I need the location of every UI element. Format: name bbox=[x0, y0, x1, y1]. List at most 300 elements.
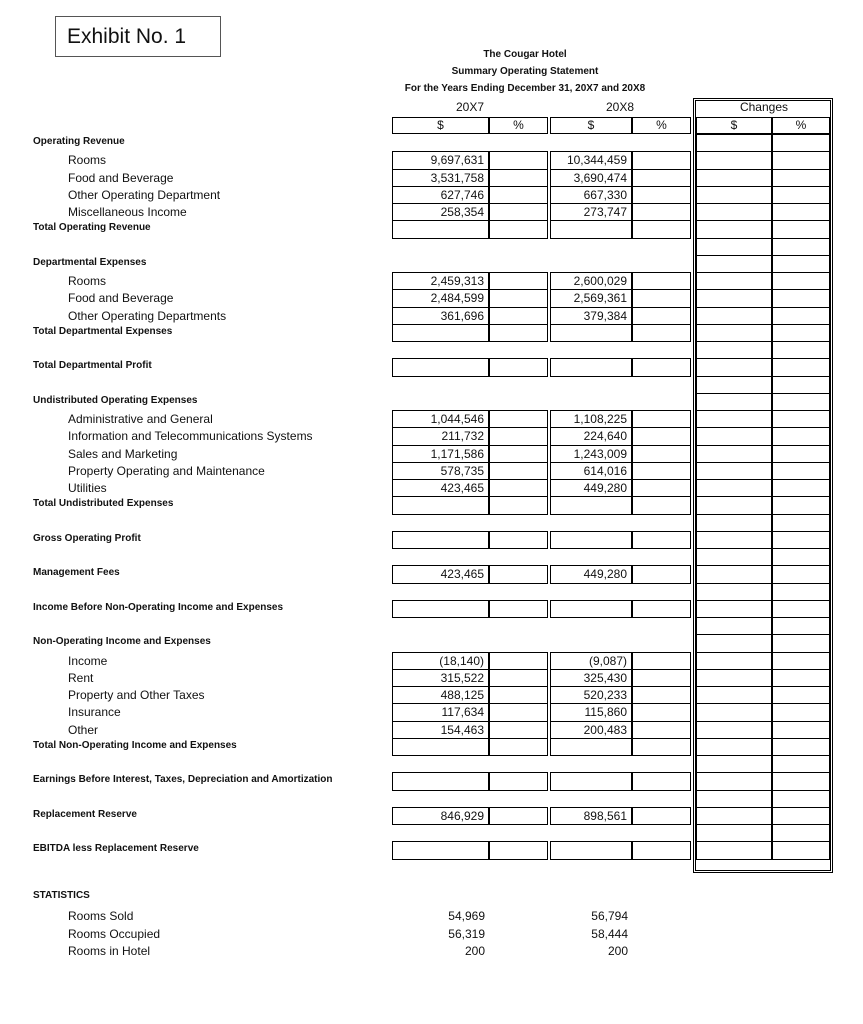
change-percent-cell bbox=[772, 824, 830, 842]
year2-dollar-cell: 2,600,029 bbox=[550, 272, 632, 290]
year2-dollar-cell bbox=[550, 134, 632, 152]
year2-dollar-cell bbox=[550, 790, 632, 808]
year1-percent-header: % bbox=[489, 117, 548, 134]
year1-percent-cell bbox=[489, 427, 548, 445]
change-percent-cell bbox=[772, 479, 830, 497]
year1-percent-cell bbox=[489, 272, 548, 290]
change-dollar-cell bbox=[696, 341, 772, 359]
year2-dollar-cell bbox=[550, 393, 632, 411]
year1-percent-cell bbox=[489, 652, 548, 670]
year1-dollar-cell: 2,459,313 bbox=[392, 272, 489, 290]
change-percent-cell bbox=[772, 841, 830, 859]
year1-dollar-cell: (18,140) bbox=[392, 652, 489, 670]
change-percent-cell bbox=[772, 496, 830, 514]
year2-percent-cell bbox=[632, 772, 691, 790]
year1-percent-cell bbox=[489, 496, 548, 514]
year1-percent-cell bbox=[489, 772, 548, 790]
total-label: Total Operating Revenue bbox=[33, 222, 151, 234]
year1-dollar-cell: 154,463 bbox=[392, 721, 489, 739]
year2-dollar-cell bbox=[550, 341, 632, 359]
year1-dollar-cell: 1,171,586 bbox=[392, 445, 489, 463]
change-percent-cell bbox=[772, 324, 830, 342]
statistic-label: Rooms in Hotel bbox=[68, 944, 151, 958]
year2-dollar-header: $ bbox=[550, 117, 632, 134]
line-item-label: Insurance bbox=[68, 705, 121, 720]
change-percent-header: % bbox=[772, 117, 830, 134]
year2-dollar-cell: 115,860 bbox=[550, 703, 632, 721]
change-dollar-cell bbox=[696, 358, 772, 376]
year1-percent-cell bbox=[489, 289, 548, 307]
section-heading: Non-Operating Income and Expenses bbox=[33, 636, 211, 648]
year1-dollar-cell bbox=[392, 824, 489, 842]
year1-dollar-cell: 846,929 bbox=[392, 807, 489, 825]
change-percent-cell bbox=[772, 307, 830, 325]
change-dollar-cell bbox=[696, 255, 772, 273]
statistic-year1-value: 54,969 bbox=[448, 909, 485, 923]
line-item-label: Rooms bbox=[68, 153, 107, 168]
total-label: Total Departmental Profit bbox=[33, 360, 152, 372]
year1-percent-cell bbox=[489, 686, 548, 704]
change-dollar-cell bbox=[696, 772, 772, 790]
year2-percent-cell bbox=[632, 272, 691, 290]
total-label: Gross Operating Profit bbox=[33, 532, 141, 544]
year1-dollar-cell bbox=[392, 755, 489, 773]
exhibit-title: Exhibit No. 1 bbox=[55, 16, 221, 57]
year2-dollar-cell bbox=[550, 358, 632, 376]
section-heading: Operating Revenue bbox=[33, 136, 125, 147]
year2-dollar-cell: 520,233 bbox=[550, 686, 632, 704]
change-dollar-cell bbox=[696, 583, 772, 601]
year2-percent-cell bbox=[632, 410, 691, 428]
year2-percent-cell bbox=[632, 496, 691, 514]
year2-dollar-cell bbox=[550, 583, 632, 601]
year2-dollar-cell bbox=[550, 548, 632, 566]
total-label: Income Before Non-Operating Income and Expenses bbox=[33, 601, 284, 613]
change-percent-cell bbox=[772, 393, 830, 411]
change-percent-cell bbox=[772, 134, 830, 152]
change-dollar-cell bbox=[696, 600, 772, 618]
year2-percent-cell bbox=[632, 341, 691, 359]
line-item-label: Property Operating and Maintenance bbox=[68, 463, 265, 478]
year2-dollar-cell: 1,108,225 bbox=[550, 410, 632, 428]
year2-dollar-cell: 200,483 bbox=[550, 721, 632, 739]
change-percent-cell bbox=[772, 445, 830, 463]
year1-dollar-cell bbox=[392, 634, 489, 652]
year2-percent-header: % bbox=[632, 117, 691, 134]
year1-percent-cell bbox=[489, 669, 548, 687]
year1-dollar-cell: 9,697,631 bbox=[392, 151, 489, 169]
year2-percent-cell bbox=[632, 307, 691, 325]
change-percent-cell bbox=[772, 772, 830, 790]
statistic-year1-value: 200 bbox=[464, 944, 485, 958]
line-item-label: Food and Beverage bbox=[68, 170, 174, 185]
year1-percent-cell bbox=[489, 634, 548, 652]
change-dollar-cell bbox=[696, 565, 772, 583]
change-percent-cell bbox=[772, 272, 830, 290]
year1-dollar-cell bbox=[392, 548, 489, 566]
year1-percent-cell bbox=[489, 358, 548, 376]
year1-percent-cell bbox=[489, 617, 548, 635]
year1-dollar-cell: 423,465 bbox=[392, 565, 489, 583]
year2-percent-cell bbox=[632, 151, 691, 169]
change-dollar-cell bbox=[696, 151, 772, 169]
change-percent-cell bbox=[772, 686, 830, 704]
year1-percent-cell bbox=[489, 531, 548, 549]
year2-dollar-cell bbox=[550, 755, 632, 773]
change-percent-cell bbox=[772, 255, 830, 273]
year2-percent-cell bbox=[632, 790, 691, 808]
change-dollar-cell bbox=[696, 289, 772, 307]
total-label: Total Undistributed Expenses bbox=[33, 498, 174, 510]
section-heading: Departmental Expenses bbox=[33, 256, 147, 268]
change-dollar-cell bbox=[696, 220, 772, 238]
statistic-label: Rooms Sold bbox=[68, 909, 134, 923]
change-percent-cell bbox=[772, 410, 830, 428]
change-percent-cell bbox=[772, 634, 830, 652]
year2-percent-cell bbox=[632, 358, 691, 376]
year2-percent-cell bbox=[632, 738, 691, 756]
year1-dollar-cell bbox=[392, 531, 489, 549]
year2-percent-cell bbox=[632, 686, 691, 704]
year2-percent-cell bbox=[632, 703, 691, 721]
change-percent-cell bbox=[772, 376, 830, 394]
year2-percent-cell bbox=[632, 721, 691, 739]
year2-percent-cell bbox=[632, 824, 691, 842]
year2-percent-cell bbox=[632, 617, 691, 635]
change-dollar-cell bbox=[696, 238, 772, 256]
year2-percent-cell bbox=[632, 841, 691, 859]
statistic-year2-value: 56,794 bbox=[591, 909, 628, 923]
year1-dollar-cell: 627,746 bbox=[392, 186, 489, 204]
year2-dollar-cell bbox=[550, 841, 632, 859]
line-item-label: Rooms bbox=[68, 274, 107, 288]
year2-dollar-cell bbox=[550, 238, 632, 256]
year1-percent-cell bbox=[489, 410, 548, 428]
year1-percent-cell bbox=[489, 151, 548, 169]
year1-dollar-cell bbox=[392, 583, 489, 601]
year1-percent-cell bbox=[489, 393, 548, 411]
year1-percent-cell bbox=[489, 203, 548, 221]
year2-percent-cell bbox=[632, 755, 691, 773]
year2-percent-cell bbox=[632, 238, 691, 256]
statistic-year1-value: 56,319 bbox=[448, 926, 485, 941]
year2-percent-cell bbox=[632, 445, 691, 463]
change-percent-cell bbox=[772, 652, 830, 670]
statement-title: Summary Operating Statement bbox=[451, 66, 599, 77]
year1-percent-cell bbox=[489, 324, 548, 342]
year1-percent-cell bbox=[489, 445, 548, 463]
change-percent-cell bbox=[772, 427, 830, 445]
changes-column-header: Changes bbox=[739, 100, 789, 114]
year2-percent-cell bbox=[632, 134, 691, 152]
year2-dollar-cell bbox=[550, 600, 632, 618]
change-dollar-cell bbox=[696, 410, 772, 428]
change-dollar-cell bbox=[696, 479, 772, 497]
line-item-label: Sales and Marketing bbox=[68, 446, 178, 461]
year1-dollar-cell: 211,732 bbox=[392, 427, 489, 445]
year2-dollar-cell bbox=[550, 531, 632, 549]
change-dollar-cell bbox=[696, 755, 772, 773]
year2-dollar-cell bbox=[550, 376, 632, 394]
year2-percent-cell bbox=[632, 634, 691, 652]
year2-dollar-cell bbox=[550, 634, 632, 652]
change-dollar-cell bbox=[696, 376, 772, 394]
change-dollar-cell bbox=[696, 634, 772, 652]
year1-dollar-cell: 258,354 bbox=[392, 203, 489, 221]
change-percent-cell bbox=[772, 703, 830, 721]
change-dollar-cell bbox=[696, 790, 772, 808]
year1-dollar-cell bbox=[392, 134, 489, 152]
year1-dollar-cell: 1,044,546 bbox=[392, 410, 489, 428]
line-item-label: Information and Telecommunications Systems bbox=[68, 429, 313, 444]
change-percent-cell bbox=[772, 151, 830, 169]
statistics-heading: STATISTICS bbox=[33, 890, 90, 901]
change-dollar-cell bbox=[696, 548, 772, 566]
year1-dollar-cell bbox=[392, 496, 489, 514]
line-item-label: Income bbox=[68, 653, 108, 668]
year2-percent-cell bbox=[632, 652, 691, 670]
change-dollar-cell bbox=[696, 514, 772, 532]
year1-dollar-cell bbox=[392, 600, 489, 618]
year1-dollar-cell bbox=[392, 772, 489, 790]
year2-dollar-cell: 1,243,009 bbox=[550, 445, 632, 463]
total-label: Total Non-Operating Income and Expenses bbox=[33, 739, 237, 751]
change-percent-cell bbox=[772, 669, 830, 687]
year2-percent-cell bbox=[632, 565, 691, 583]
year2-column-header: 20X8 bbox=[605, 100, 635, 114]
change-percent-cell bbox=[772, 462, 830, 480]
year2-dollar-cell bbox=[550, 772, 632, 790]
change-dollar-cell bbox=[696, 134, 772, 152]
line-item-label: Administrative and General bbox=[68, 412, 213, 426]
year2-percent-cell bbox=[632, 393, 691, 411]
year2-dollar-cell: 273,747 bbox=[550, 203, 632, 221]
year2-dollar-cell bbox=[550, 324, 632, 342]
change-dollar-cell bbox=[696, 445, 772, 463]
year1-dollar-cell bbox=[392, 841, 489, 859]
change-percent-cell bbox=[772, 583, 830, 601]
year1-percent-cell bbox=[489, 548, 548, 566]
change-dollar-cell bbox=[696, 324, 772, 342]
line-item-label: Utilities bbox=[68, 481, 107, 495]
year1-dollar-cell: 361,696 bbox=[392, 307, 489, 325]
year1-dollar-cell bbox=[392, 617, 489, 635]
change-dollar-cell bbox=[696, 393, 772, 411]
year1-percent-cell bbox=[489, 220, 548, 238]
total-label: EBITDA less Replacement Reserve bbox=[33, 843, 199, 855]
year1-dollar-cell: 2,484,599 bbox=[392, 289, 489, 307]
year2-percent-cell bbox=[632, 203, 691, 221]
year1-percent-cell bbox=[489, 238, 548, 256]
year1-dollar-cell bbox=[392, 738, 489, 756]
year1-dollar-cell bbox=[392, 790, 489, 808]
year1-percent-cell bbox=[489, 807, 548, 825]
year1-dollar-cell bbox=[392, 238, 489, 256]
year1-column-header: 20X7 bbox=[455, 100, 485, 114]
year1-percent-cell bbox=[489, 755, 548, 773]
line-item-label: Property and Other Taxes bbox=[68, 688, 205, 702]
year1-dollar-cell bbox=[392, 514, 489, 532]
year2-dollar-cell: 449,280 bbox=[550, 565, 632, 583]
statistic-year2-value: 58,444 bbox=[591, 926, 628, 941]
change-dollar-cell bbox=[696, 203, 772, 221]
year1-percent-cell bbox=[489, 134, 548, 152]
change-dollar-cell bbox=[696, 307, 772, 325]
year1-dollar-cell: 423,465 bbox=[392, 479, 489, 497]
change-percent-cell bbox=[772, 514, 830, 532]
year1-dollar-cell bbox=[392, 358, 489, 376]
year2-dollar-cell: 3,690,474 bbox=[550, 169, 632, 187]
year1-dollar-cell bbox=[392, 341, 489, 359]
statistic-year2-value: 200 bbox=[607, 944, 628, 958]
change-percent-cell bbox=[772, 565, 830, 583]
year2-percent-cell bbox=[632, 169, 691, 187]
line-item-label: Miscellaneous Income bbox=[68, 205, 187, 219]
year2-dollar-cell: 10,344,459 bbox=[550, 151, 632, 169]
change-percent-cell bbox=[772, 169, 830, 187]
year1-dollar-cell: 315,522 bbox=[392, 669, 489, 687]
year1-percent-cell bbox=[489, 514, 548, 532]
year1-dollar-cell: 3,531,758 bbox=[392, 169, 489, 187]
statement-period: For the Years Ending December 31, 20X7 and 20X8 bbox=[404, 83, 646, 94]
change-dollar-cell bbox=[696, 686, 772, 704]
year2-percent-cell bbox=[632, 807, 691, 825]
total-label: Total Departmental Expenses bbox=[33, 325, 173, 337]
line-item-label: Other Operating Departments bbox=[68, 308, 227, 323]
year1-percent-cell bbox=[489, 790, 548, 808]
year2-percent-cell bbox=[632, 427, 691, 445]
change-dollar-cell bbox=[696, 824, 772, 842]
year1-dollar-header: $ bbox=[392, 117, 489, 134]
year2-dollar-cell: (9,087) bbox=[550, 652, 632, 670]
year2-dollar-cell: 667,330 bbox=[550, 186, 632, 204]
line-item-label: Rent bbox=[68, 670, 94, 685]
change-percent-cell bbox=[772, 721, 830, 739]
year1-percent-cell bbox=[489, 341, 548, 359]
year1-dollar-cell: 578,735 bbox=[392, 462, 489, 480]
year2-dollar-cell bbox=[550, 617, 632, 635]
change-dollar-cell bbox=[696, 738, 772, 756]
year1-percent-cell bbox=[489, 721, 548, 739]
year2-dollar-cell: 449,280 bbox=[550, 479, 632, 497]
change-percent-cell bbox=[772, 358, 830, 376]
total-label: Earnings Before Interest, Taxes, Depreciation and Amortization bbox=[33, 774, 333, 786]
year2-percent-cell bbox=[632, 289, 691, 307]
year2-dollar-cell bbox=[550, 220, 632, 238]
change-dollar-cell bbox=[696, 669, 772, 687]
change-dollar-cell bbox=[696, 652, 772, 670]
change-percent-cell bbox=[772, 807, 830, 825]
change-dollar-cell bbox=[696, 617, 772, 635]
change-dollar-cell bbox=[696, 841, 772, 859]
year2-percent-cell bbox=[632, 669, 691, 687]
change-dollar-cell bbox=[696, 531, 772, 549]
year2-dollar-cell bbox=[550, 255, 632, 273]
year2-dollar-cell: 224,640 bbox=[550, 427, 632, 445]
company-name: The Cougar Hotel bbox=[483, 49, 567, 60]
change-percent-cell bbox=[772, 238, 830, 256]
year2-dollar-cell bbox=[550, 496, 632, 514]
year1-percent-cell bbox=[489, 824, 548, 842]
line-item-label: Other bbox=[68, 722, 99, 737]
year1-dollar-cell bbox=[392, 255, 489, 273]
change-dollar-cell bbox=[696, 462, 772, 480]
year1-dollar-cell bbox=[392, 324, 489, 342]
change-percent-cell bbox=[772, 186, 830, 204]
year2-dollar-cell: 325,430 bbox=[550, 669, 632, 687]
year1-percent-cell bbox=[489, 186, 548, 204]
change-percent-cell bbox=[772, 203, 830, 221]
change-dollar-cell bbox=[696, 427, 772, 445]
year1-percent-cell bbox=[489, 376, 548, 394]
year2-percent-cell bbox=[632, 462, 691, 480]
year1-dollar-cell: 117,634 bbox=[392, 703, 489, 721]
year1-dollar-cell bbox=[392, 220, 489, 238]
year2-percent-cell bbox=[632, 531, 691, 549]
year1-percent-cell bbox=[489, 255, 548, 273]
line-item-label: Food and Beverage bbox=[68, 291, 174, 306]
change-percent-cell bbox=[772, 341, 830, 359]
year2-percent-cell bbox=[632, 220, 691, 238]
year2-percent-cell bbox=[632, 548, 691, 566]
change-dollar-cell bbox=[696, 807, 772, 825]
year1-percent-cell bbox=[489, 169, 548, 187]
change-dollar-header: $ bbox=[696, 117, 772, 134]
year2-dollar-cell: 898,561 bbox=[550, 807, 632, 825]
change-percent-cell bbox=[772, 531, 830, 549]
year2-dollar-cell bbox=[550, 514, 632, 532]
statistic-label: Rooms Occupied bbox=[68, 926, 161, 941]
change-dollar-cell bbox=[696, 272, 772, 290]
year1-dollar-cell bbox=[392, 376, 489, 394]
year1-percent-cell bbox=[489, 841, 548, 859]
year1-percent-cell bbox=[489, 600, 548, 618]
total-label: Replacement Reserve bbox=[33, 808, 137, 820]
change-percent-cell bbox=[772, 617, 830, 635]
year2-percent-cell bbox=[632, 479, 691, 497]
change-dollar-cell bbox=[696, 496, 772, 514]
year2-dollar-cell: 614,016 bbox=[550, 462, 632, 480]
change-percent-cell bbox=[772, 220, 830, 238]
change-percent-cell bbox=[772, 289, 830, 307]
year2-percent-cell bbox=[632, 600, 691, 618]
year1-percent-cell bbox=[489, 738, 548, 756]
year1-percent-cell bbox=[489, 583, 548, 601]
year1-percent-cell bbox=[489, 307, 548, 325]
year2-percent-cell bbox=[632, 255, 691, 273]
year2-dollar-cell: 379,384 bbox=[550, 307, 632, 325]
change-percent-cell bbox=[772, 755, 830, 773]
change-percent-cell bbox=[772, 600, 830, 618]
change-dollar-cell bbox=[696, 169, 772, 187]
year1-percent-cell bbox=[489, 565, 548, 583]
change-percent-cell bbox=[772, 548, 830, 566]
year2-dollar-cell bbox=[550, 738, 632, 756]
section-heading: Undistributed Operating Expenses bbox=[33, 394, 198, 406]
year1-percent-cell bbox=[489, 703, 548, 721]
year2-percent-cell bbox=[632, 376, 691, 394]
year2-dollar-cell: 2,569,361 bbox=[550, 289, 632, 307]
year2-percent-cell bbox=[632, 324, 691, 342]
line-item-label: Other Operating Department bbox=[68, 187, 221, 202]
change-dollar-cell bbox=[696, 703, 772, 721]
change-percent-cell bbox=[772, 738, 830, 756]
total-label: Management Fees bbox=[33, 567, 120, 579]
year1-percent-cell bbox=[489, 479, 548, 497]
year2-dollar-cell bbox=[550, 824, 632, 842]
change-percent-cell bbox=[772, 790, 830, 808]
year2-percent-cell bbox=[632, 186, 691, 204]
